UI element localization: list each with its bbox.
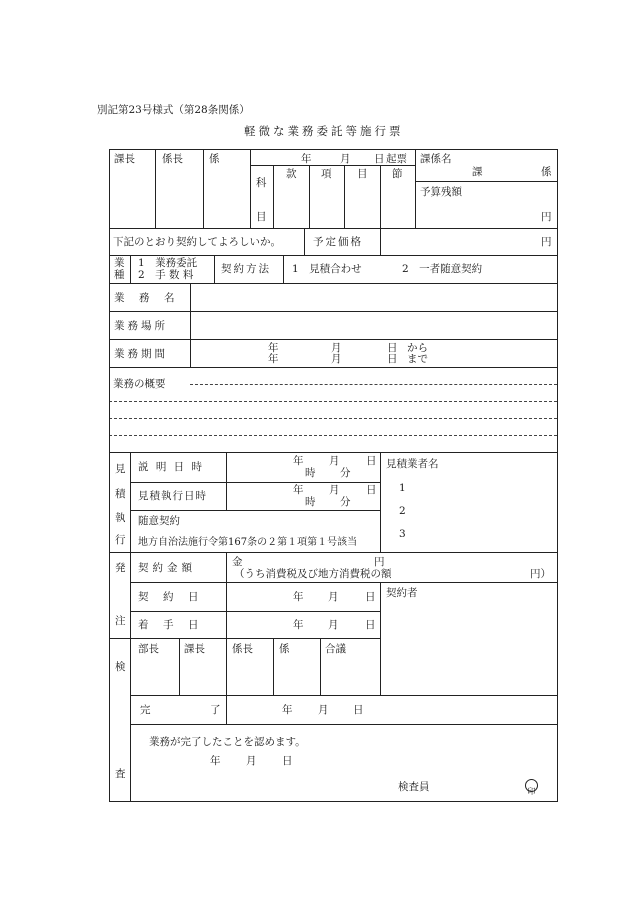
- yosan-yen: 円: [541, 211, 552, 223]
- keiyaku-day: 日: [365, 591, 376, 603]
- kikan-end-year: 年: [268, 353, 279, 365]
- seal-mark: [525, 779, 538, 796]
- setsumei-day: 日: [366, 455, 377, 467]
- zuii-keiyaku-label: 随意契約: [138, 515, 180, 527]
- kingaku-yen: 円: [374, 556, 385, 568]
- hatchu-side-1: 発: [115, 562, 126, 574]
- mitsumori-gyosha-label: 見積業者名: [386, 458, 439, 470]
- kihyo-day: 日: [374, 153, 385, 165]
- aigi-label: 合議: [325, 643, 346, 655]
- gyosha-number-3: 3: [399, 528, 406, 540]
- kensa-year: 年: [210, 755, 221, 767]
- shikko-month: 月: [329, 484, 340, 496]
- gyosha-number-2: 2: [399, 505, 406, 517]
- kensa-month: 月: [246, 755, 257, 767]
- kensa-kakari-label: 係: [279, 643, 290, 655]
- ka-label: 課: [472, 166, 483, 178]
- kensa-statement: 業務が完了したことを認めます。: [149, 736, 306, 748]
- kikan-kara: から: [407, 342, 428, 354]
- ka-kakari-mei-label: 課係名: [420, 153, 452, 165]
- form-title: 軽微な業務委託等施行票: [244, 124, 404, 138]
- keiyaku-hoho-label: 契約方法: [221, 263, 271, 275]
- kikan-start-year: 年: [268, 342, 279, 354]
- kanryo-month: 月: [318, 704, 329, 716]
- bucho-label: 部長: [138, 643, 159, 655]
- gyomu-kikan-label: 業務期間: [114, 348, 168, 360]
- kensa-side-2: 査: [115, 768, 126, 780]
- gyomu-basho-label: 業務場所: [114, 320, 168, 332]
- kihyo-month: 月: [340, 153, 351, 165]
- form-number: 別記第23号様式（第28条関係）: [97, 104, 250, 116]
- mitsumori-side-1: 見: [115, 463, 126, 475]
- keiyaku-hoho-2: 2 一者随意契約: [402, 263, 483, 275]
- kensa-kacho-label: 課長: [184, 643, 205, 655]
- moku-label: 目: [357, 168, 368, 180]
- kanryo-label-2: 了: [210, 704, 221, 716]
- kacho-label: 課長: [114, 153, 135, 165]
- kikan-made: まで: [407, 353, 428, 365]
- mitsumori-side-4: 行: [115, 534, 126, 546]
- shikko-year: 年: [293, 484, 304, 496]
- kihyo-label: 起票: [386, 153, 407, 165]
- law-reference: 地方自治法施行令第167条の２第１項第１号該当: [138, 537, 358, 548]
- chakushu-year: 年: [293, 619, 304, 631]
- keiyaku-month: 月: [328, 591, 339, 603]
- setsumei-minute: 分: [340, 467, 351, 479]
- kin-label: 金: [232, 556, 243, 568]
- tax-label: （うち消費税及び地方消費税の額: [234, 568, 392, 580]
- hatchu-side-2: 注: [115, 615, 126, 627]
- gyoshu-option-2: 2 手 数 料: [138, 269, 194, 281]
- yosan-zangaku-label: 予算残額: [420, 186, 462, 198]
- shikko-hour: 時: [305, 496, 316, 508]
- mitsumori-side-2: 積: [115, 488, 126, 500]
- kensain-label: 検査員: [398, 781, 430, 793]
- kikan-start-day: 日: [387, 342, 398, 354]
- chakushu-month: 月: [328, 619, 339, 631]
- gyomu-mei-label: 業 務 名: [114, 292, 177, 304]
- kanryo-day: 日: [353, 704, 364, 716]
- chakushu-day: 日: [365, 619, 376, 631]
- proposal-text: 下記のとおり契約してよろしいか。: [113, 236, 281, 248]
- shikko-day: 日: [366, 484, 377, 496]
- kakari-unit-label: 係: [541, 166, 552, 178]
- kikan-start-month: 月: [331, 342, 342, 354]
- gyoshu-label-1: 業: [114, 257, 125, 269]
- kihyo-year: 年: [301, 153, 312, 165]
- kou-label: 項: [321, 168, 332, 180]
- keiyaku-year: 年: [293, 591, 304, 603]
- kanryo-year: 年: [282, 704, 293, 716]
- kan-label: 款: [286, 168, 297, 180]
- kakari-label: 係: [209, 153, 220, 165]
- chakushu-bi-label: 着 手 日: [138, 619, 201, 631]
- seal-label: 印: [527, 787, 536, 796]
- setsumei-year: 年: [293, 455, 304, 467]
- keiyakusha-label: 契約者: [386, 587, 418, 599]
- tax-yen: 円）: [530, 568, 551, 580]
- keiyaku-hoho-1: 1 見積合わせ: [292, 263, 362, 275]
- setsumei-hour: 時: [305, 467, 316, 479]
- kamoku-moku: 目: [256, 211, 267, 223]
- yotei-kakaku-yen: 円: [541, 236, 552, 248]
- shikko-nichiji-label: 見積執行日時: [138, 490, 207, 502]
- kensa-side-1: 検: [115, 661, 126, 673]
- kakaricho-label: 係長: [162, 153, 183, 165]
- kamoku-ka: 科: [256, 177, 267, 189]
- kikan-end-day: 日: [387, 353, 398, 365]
- yotei-kakaku-label: 予定価格: [313, 236, 363, 248]
- keiyaku-kingaku-label: 契約金額: [138, 562, 196, 574]
- gyoshu-option-1: 1 業務委託: [138, 257, 198, 269]
- kikan-end-month: 月: [331, 353, 342, 365]
- keiyaku-bi-label: 契 約 日: [138, 591, 201, 603]
- setsumei-month: 月: [329, 455, 340, 467]
- gaiyo-label: 業務の概要: [113, 378, 166, 390]
- kanryo-label-1: 完: [140, 704, 151, 716]
- setsumei-nichiji-label: 説 明 日 時: [138, 461, 205, 473]
- shikko-minute: 分: [340, 496, 351, 508]
- kensa-kakaricho-label: 係長: [232, 643, 253, 655]
- gyosha-number-1: 1: [399, 482, 406, 494]
- mitsumori-side-3: 執: [115, 512, 126, 524]
- kensa-day: 日: [282, 755, 293, 767]
- setsu-label: 節: [392, 168, 403, 180]
- gyoshu-label-2: 種: [114, 269, 125, 281]
